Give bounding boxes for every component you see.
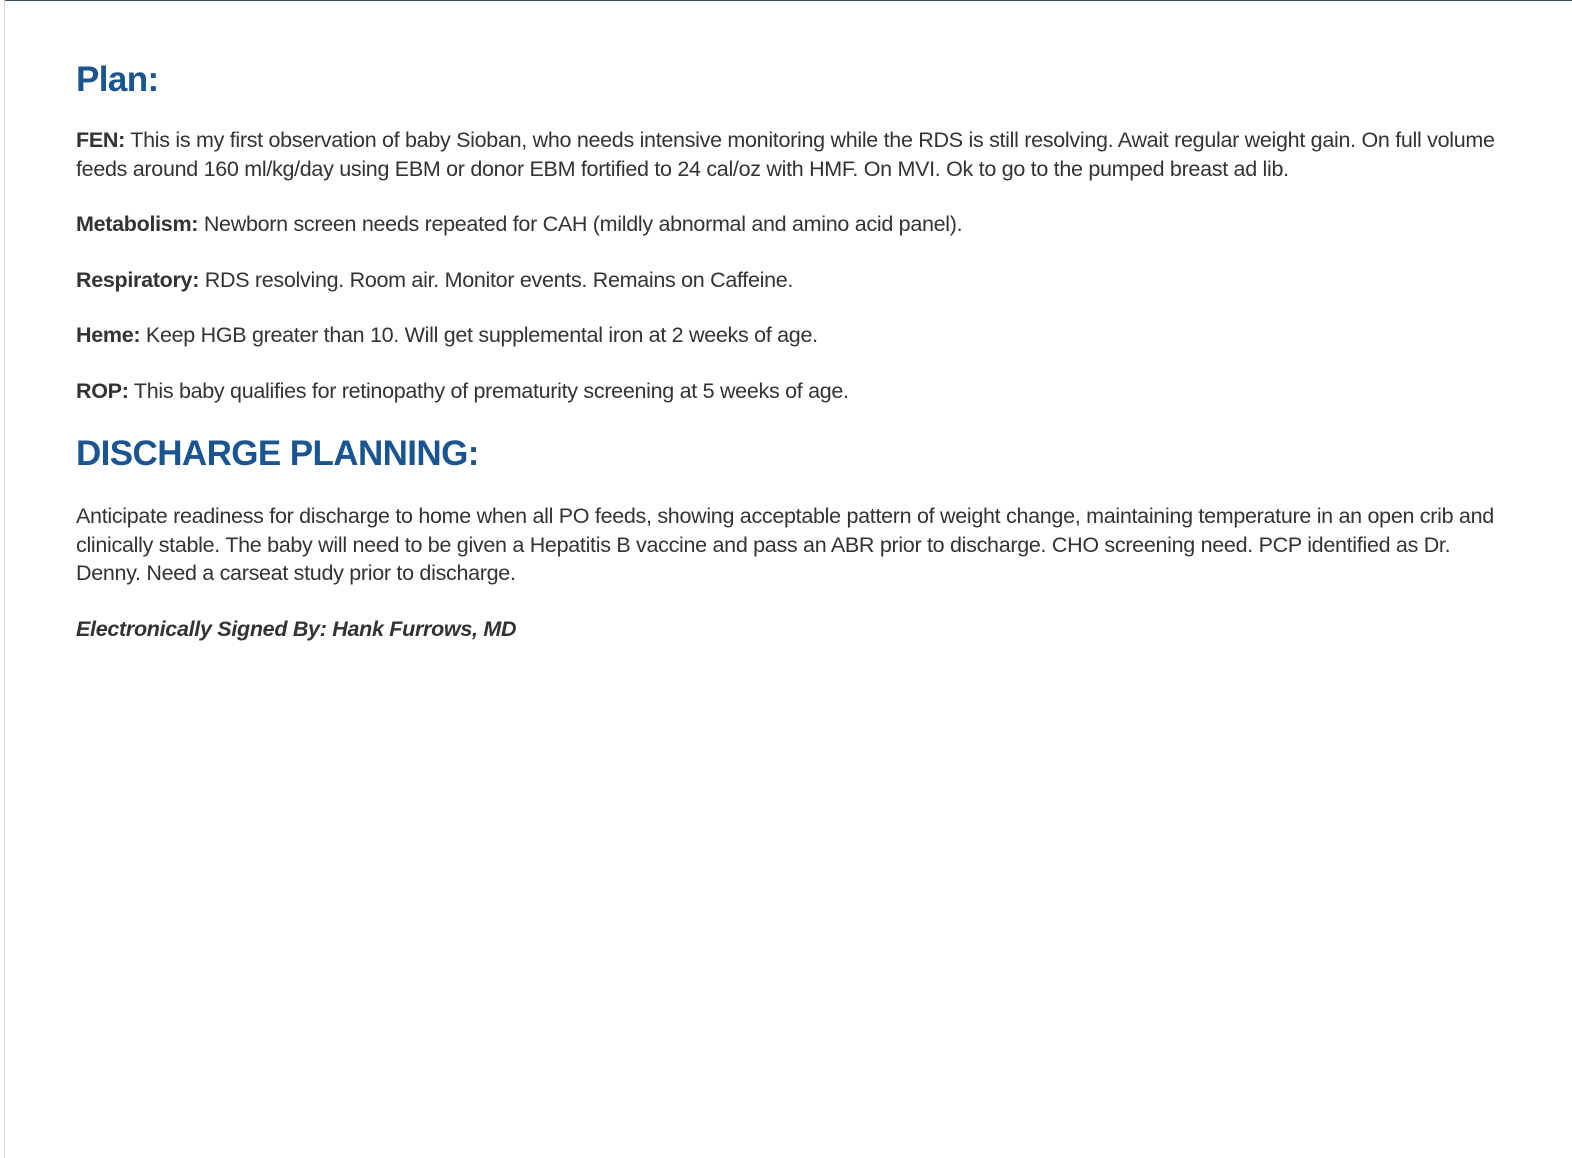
discharge-planning-text: Anticipate readiness for discharge to home when all PO feeds, showing acceptable pattern of weight change, maintaining temperature in an open crib and clinically stable. The baby will need to be given a Hepatitis B vaccine and pass an ABR prior to discharge. CHO screening need. PCP identified as Dr. Denny. Need a carseat study prior to discharge. xyxy=(76,504,1494,585)
plan-item-text: This baby qualifies for retinopathy of prematurity screening at 5 weeks of age. xyxy=(133,378,849,403)
plan-item-label: Heme: xyxy=(76,323,141,347)
discharge-planning-heading: DISCHARGE PLANNING: xyxy=(76,434,479,473)
document-body xyxy=(76,58,1516,670)
plan-item-label: Respiratory: xyxy=(76,267,200,292)
plan-item-label: ROP: xyxy=(76,378,129,403)
left-border xyxy=(0,0,5,1158)
top-border xyxy=(0,0,1572,1)
plan-heading: Plan: xyxy=(76,60,159,99)
plan-item-metabolism xyxy=(76,210,1516,239)
plan-item-heme xyxy=(76,321,1516,350)
plan-item-text: Newborn screen needs repeated for CAH (mildly abnormal and amino acid panel). xyxy=(203,212,963,236)
plan-item-fen xyxy=(76,126,1516,183)
plan-item-text: This is my first observation of baby Sioban, who needs intensive monitoring while the RDS is still resolving. Await regular weight gain. On full volume feeds around 160 ml/kg/day using EBM or donor EBM fortified to 24 cal/oz with HMF. On MVI. Ok to go to the pumped breast ad lib. xyxy=(76,128,1495,181)
plan-item-text: Keep HGB greater than 10. Will get supplemental iron at 2 weeks of age. xyxy=(145,323,818,347)
plan-item-respiratory xyxy=(76,266,1516,295)
plan-item-text: RDS resolving. Room air. Monitor events. Remains on Caffeine. xyxy=(204,267,794,292)
plan-item-label: Metabolism: xyxy=(76,212,199,236)
electronic-signature: Electronically Signed By: Hank Furrows, MD xyxy=(76,616,517,641)
plan-item-rop xyxy=(76,377,1516,406)
plan-item-label: FEN: xyxy=(76,128,125,152)
